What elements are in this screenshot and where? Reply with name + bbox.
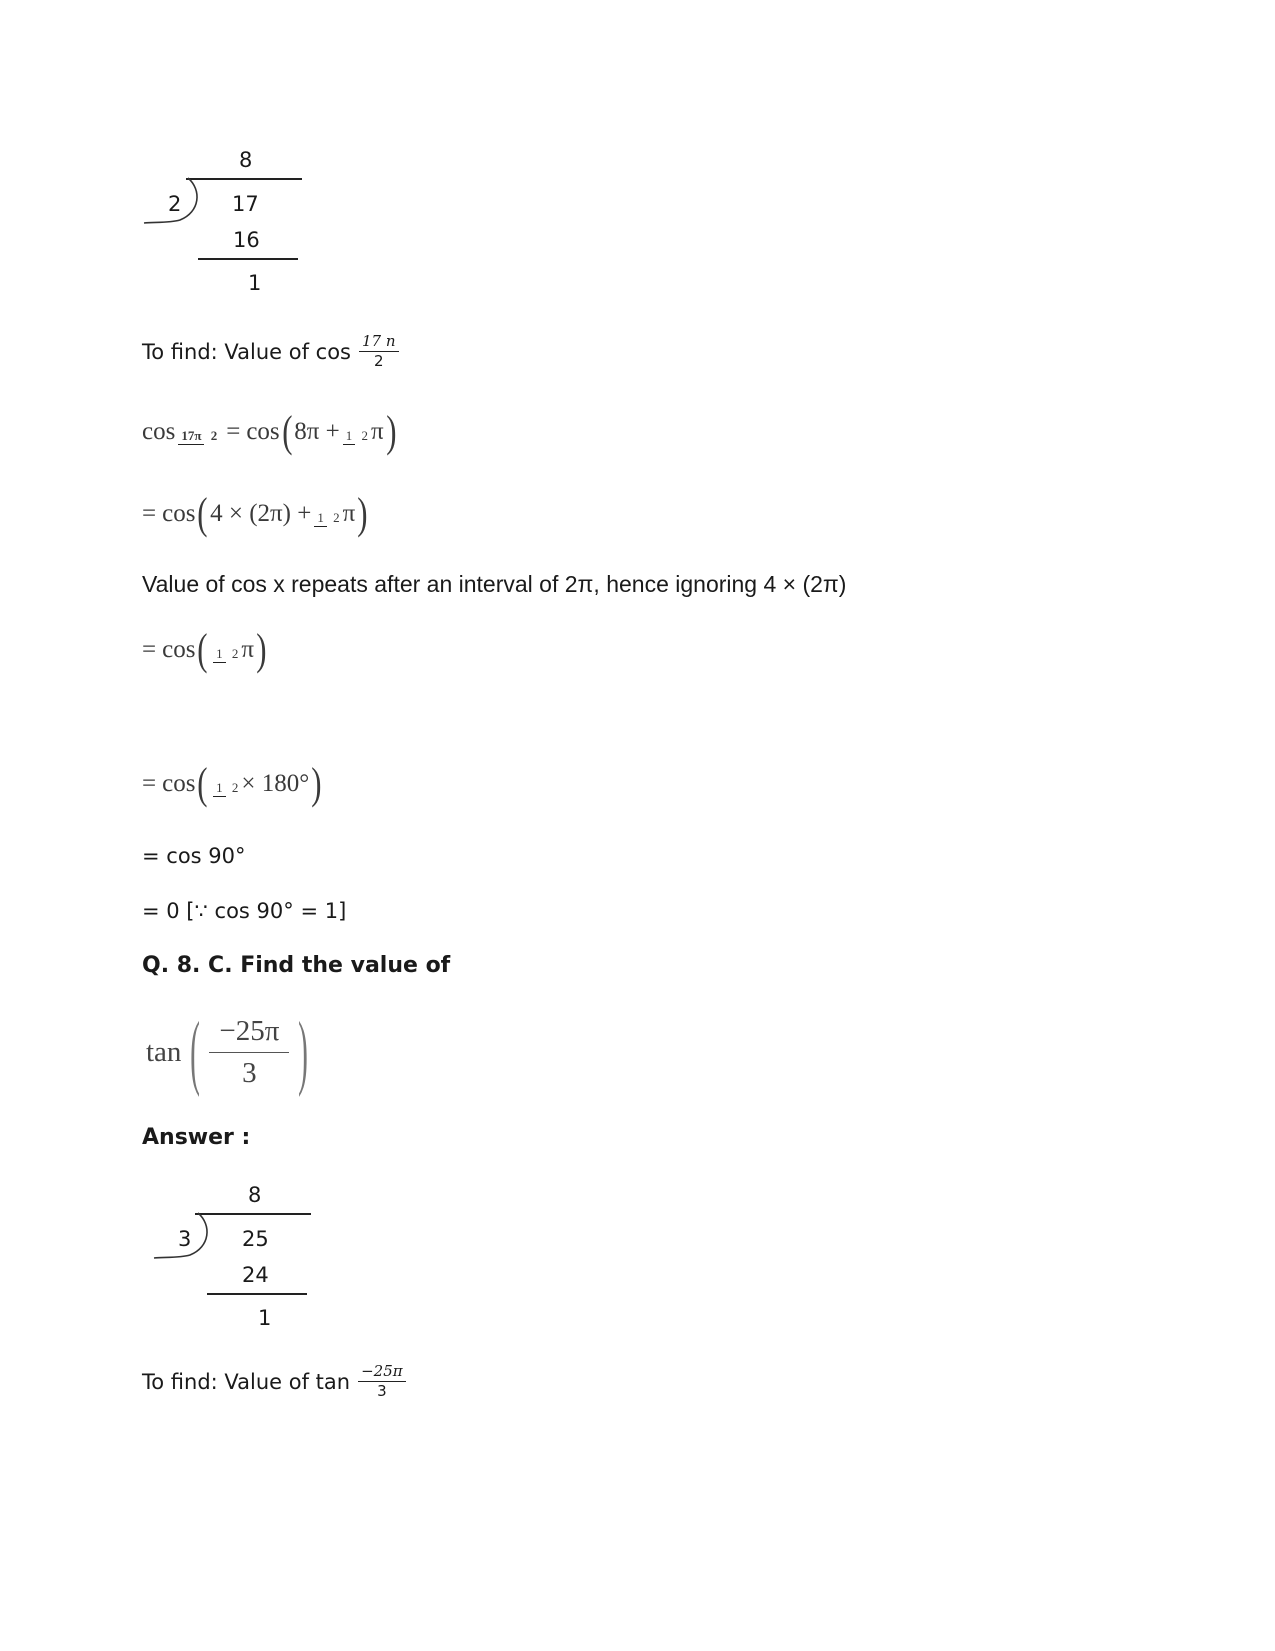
denominator: 2 (210, 427, 218, 443)
open-paren: ( (281, 407, 293, 456)
product: 24 (242, 1263, 269, 1287)
close-paren: ) (298, 1005, 309, 1098)
dividend: 25 (242, 1227, 269, 1251)
equals: = (142, 500, 157, 527)
product: 16 (233, 228, 260, 252)
to-find-text: To find: Value of cos (142, 339, 351, 364)
cos-fn: cos (142, 418, 176, 445)
open-paren: ( (190, 1005, 201, 1098)
denominator: 2 (231, 779, 239, 795)
fraction (213, 772, 238, 797)
numerator: 1 (343, 429, 356, 445)
numerator: −25π (209, 1017, 289, 1053)
close-paren: ) (385, 407, 397, 456)
repeat-note: Value of cos x repeats after an interval of 2π, hence ignoring 4 × (2π) (142, 571, 847, 597)
fraction (314, 502, 339, 527)
divisor: 2 (168, 192, 182, 216)
to-find-tan (142, 1364, 409, 1399)
quotient: 8 (239, 148, 253, 172)
fraction (359, 334, 399, 369)
dividend: 17 (232, 192, 259, 216)
close-paren: ) (256, 625, 267, 674)
numerator: 1 (213, 781, 226, 797)
denominator: 2 (333, 509, 340, 525)
equation-1 (142, 407, 398, 456)
denominator: 3 (242, 1056, 257, 1089)
close-paren: ) (357, 489, 368, 538)
equation-6: = 0 [∵ cos 90° = 1] (142, 899, 347, 923)
fraction (358, 1364, 406, 1399)
fraction (343, 420, 368, 445)
equation-2 (142, 489, 370, 538)
numerator: −25π (358, 1364, 406, 1382)
close-paren: ) (311, 759, 322, 808)
equals: = (142, 636, 157, 663)
equation-5: = cos 90° (142, 844, 246, 868)
numerator: 17 n (359, 334, 399, 352)
denominator: 2 (361, 427, 369, 443)
pi: π (371, 418, 384, 445)
open-paren: ( (197, 625, 208, 674)
denominator: 2 (231, 645, 239, 661)
numerator: 1 (314, 511, 327, 527)
question-heading: Q. 8. C. Find the value of (142, 953, 451, 978)
term: 8π + (294, 418, 340, 445)
to-find-text: To find: Value of tan (142, 1369, 351, 1394)
tan-fn: tan (146, 1035, 182, 1068)
cos-fn: cos (162, 500, 196, 527)
subtraction-bar (207, 1293, 307, 1295)
pi: π (342, 500, 356, 527)
numerator: 17π (178, 429, 204, 445)
term: 4 × (2π) + (210, 500, 312, 527)
equation-4 (142, 759, 324, 808)
quotient: 8 (248, 1183, 262, 1207)
divisor: 3 (178, 1227, 192, 1251)
pi: π (241, 636, 254, 663)
equation-3 (142, 625, 269, 674)
equals: = (226, 418, 241, 445)
fraction (178, 420, 217, 445)
fraction (213, 638, 238, 663)
remainder: 1 (258, 1306, 272, 1330)
remainder: 1 (248, 271, 262, 295)
equals: = (142, 770, 157, 797)
question-expression (146, 1005, 317, 1098)
cos-fn: cos (246, 418, 280, 445)
open-paren: ( (197, 489, 208, 538)
denominator: 3 (377, 1382, 387, 1400)
fraction (209, 1014, 289, 1089)
answer-label: Answer : (142, 1125, 251, 1150)
term: × 180° (241, 770, 310, 797)
open-paren: ( (197, 759, 208, 808)
cos-fn: cos (162, 636, 196, 663)
numerator: 1 (213, 647, 226, 663)
denominator: 2 (373, 352, 384, 370)
to-find-cos (142, 334, 402, 369)
subtraction-bar (198, 258, 298, 260)
cos-fn: cos (162, 770, 196, 797)
